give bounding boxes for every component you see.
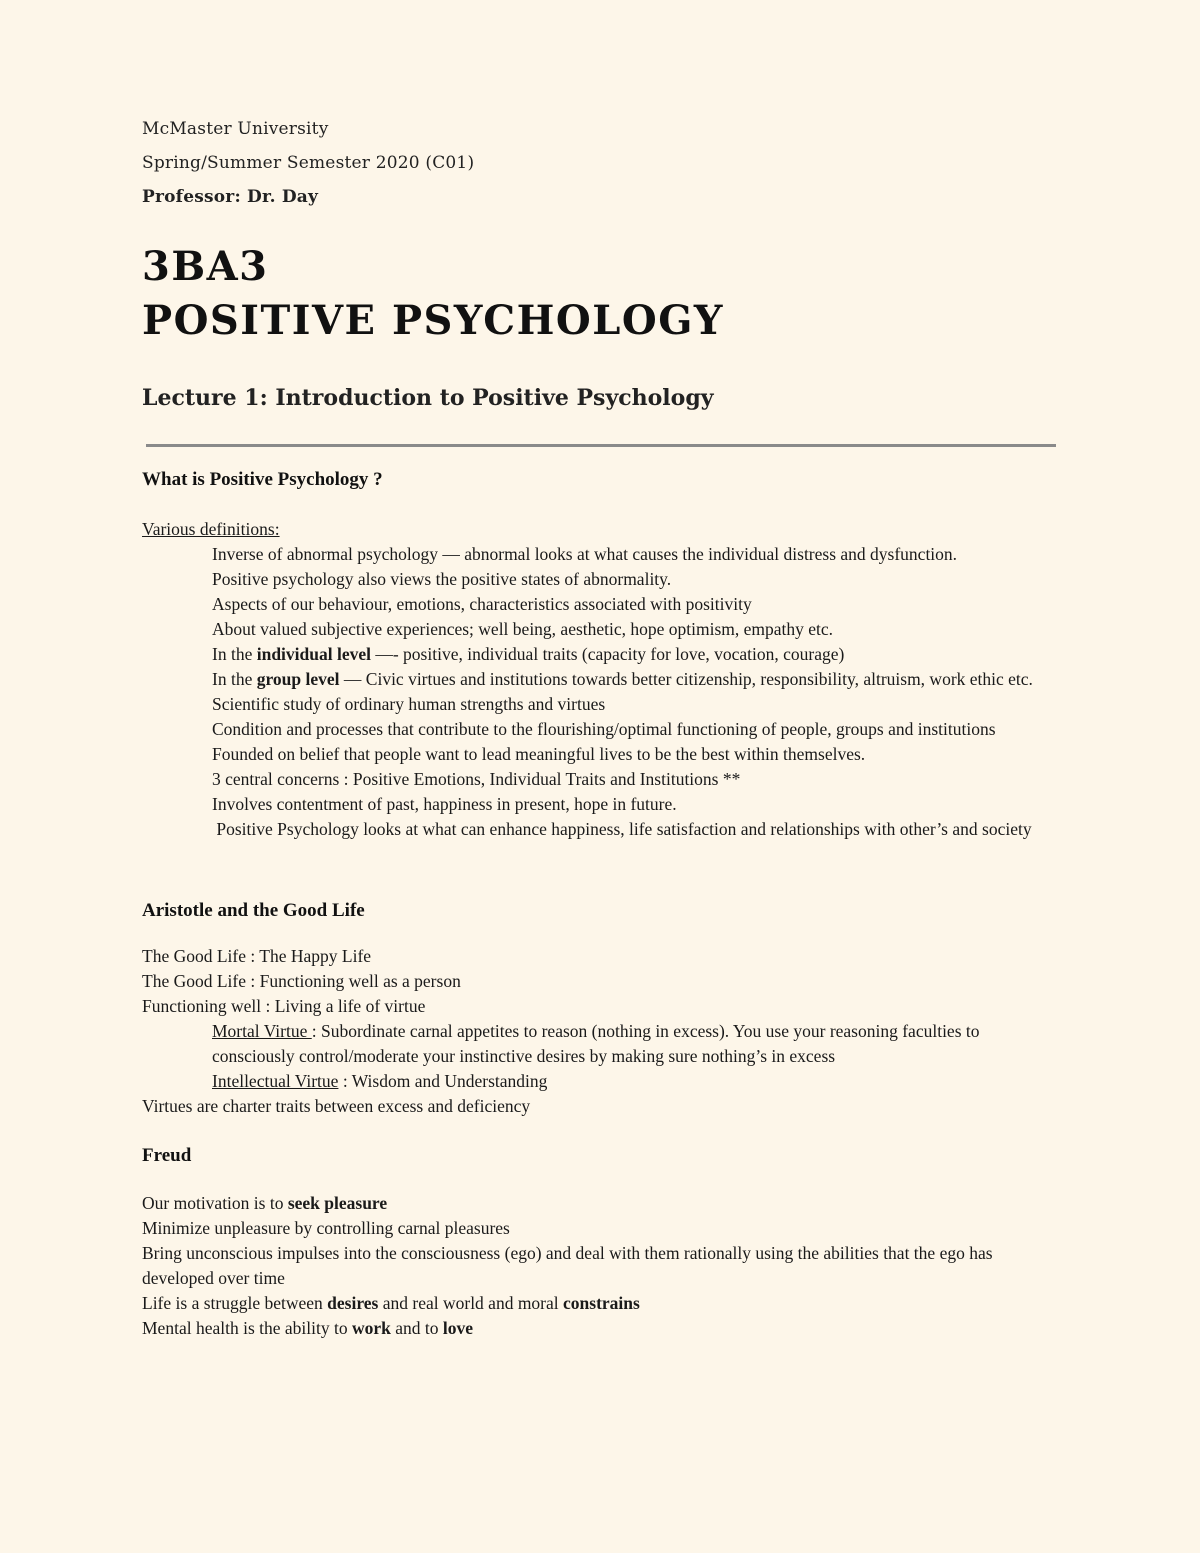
text-fragment: : Wisdom and Understanding [338,1071,548,1091]
mortal-virtue-label: Mortal Virtue [212,1021,312,1041]
bold-term: constrains [563,1293,640,1313]
text-line: The Good Life : Functioning well as a person [142,971,461,991]
text-fragment: In the [212,644,257,664]
text-line [142,1316,1062,1341]
list-item: Scientific study of ordinary human strengths and virtues [212,694,606,714]
bold-term: desires [327,1293,379,1313]
section-heading-freud: Freud [142,1145,192,1166]
list-item: Positive Psychology looks at what can enhance happiness, life satisfaction and relationships with other’s and society [212,819,1032,839]
course-code: 3BA3 [142,243,269,290]
course-title: POSITIVE PSYCHOLOGY [142,297,724,344]
definitions-list [142,542,1062,842]
bold-term: love [442,1318,474,1338]
list-item: Positive psychology also views the positive states of abnormality. [212,569,672,589]
bold-term: work [351,1318,391,1338]
text-fragment: —- positive, individual traits (capacity for love, vocation, courage) [370,644,845,664]
list-item: Aspects of our behaviour, emotions, characteristics associated with positivity [212,594,752,614]
intellectual-virtue-label: Intellectual Virtue [212,1071,339,1091]
list-item: Involves contentment of past, happiness in present, hope in future. [212,794,677,814]
list-item-group-level [212,667,1062,692]
semester-info: Spring/Summer Semester 2020 (C01) [142,153,475,173]
list-item: Inverse of abnormal psychology — abnormal looks at what causes the individual distress and dysfunction. [212,544,958,564]
bold-term: group level [256,669,340,689]
text-line: Functioning well : Living a life of virtue [142,996,426,1016]
professor-name: Professor: Dr. Day [142,187,319,207]
bold-term: seek pleasure [287,1193,388,1213]
aristotle-body [142,944,1062,1119]
text-fragment: and to [390,1318,443,1338]
intellectual-virtue-item [142,1069,1062,1094]
text-fragment: — Civic virtues and institutions towards better citizenship, responsibility, altruism, work ethic etc. [339,669,1033,689]
divider-line [146,444,1056,447]
section-heading-what-is: What is Positive Psychology ? [142,469,383,490]
freud-body [142,1191,1062,1341]
mortal-virtue-item [142,1019,1062,1069]
definitions-subheading: Various definitions: [142,519,280,539]
list-item: About valued subjective experiences; well being, aesthetic, hope optimism, empathy etc. [212,619,834,639]
list-item: 3 central concerns : Positive Emotions, Individual Traits and Institutions ** [212,769,741,789]
text-line [142,1291,1062,1316]
text-fragment: Mental health is the ability to [142,1318,352,1338]
text-fragment: In the [212,669,257,689]
text-line: Virtues are charter traits between excess and deficiency [142,1096,531,1116]
text-fragment: : Subordinate carnal appetites to reason (nothing in excess). You use your reasoning faculties to consciously control/moderate your instinctive desires by making sure nothing’s in excess [212,1021,980,1066]
list-item-individual-level [212,642,1062,667]
text-fragment: Life is a struggle between [142,1293,328,1313]
text-line: Bring unconscious impulses into the consciousness (ego) and deal with them rationally using the abilities that the ego has developed over time [142,1243,993,1288]
lecture-title: Lecture 1: Introduction to Positive Psychology [142,385,714,411]
text-fragment: Our motivation is to [142,1193,288,1213]
text-line: Minimize unpleasure by controlling carnal pleasures [142,1218,510,1238]
section-heading-aristotle: Aristotle and the Good Life [142,900,365,921]
document-page [142,112,1062,1341]
text-fragment: and real world and moral [378,1293,564,1313]
bold-term: individual level [256,644,371,664]
text-line: The Good Life : The Happy Life [142,946,372,966]
list-item: Founded on belief that people want to lead meaningful lives to be the best within themselves. [212,744,866,764]
university-name: McMaster University [142,119,329,139]
list-item: Condition and processes that contribute to the flourishing/optimal functioning of people, groups and institutions [212,719,996,739]
text-line [142,1191,1062,1216]
